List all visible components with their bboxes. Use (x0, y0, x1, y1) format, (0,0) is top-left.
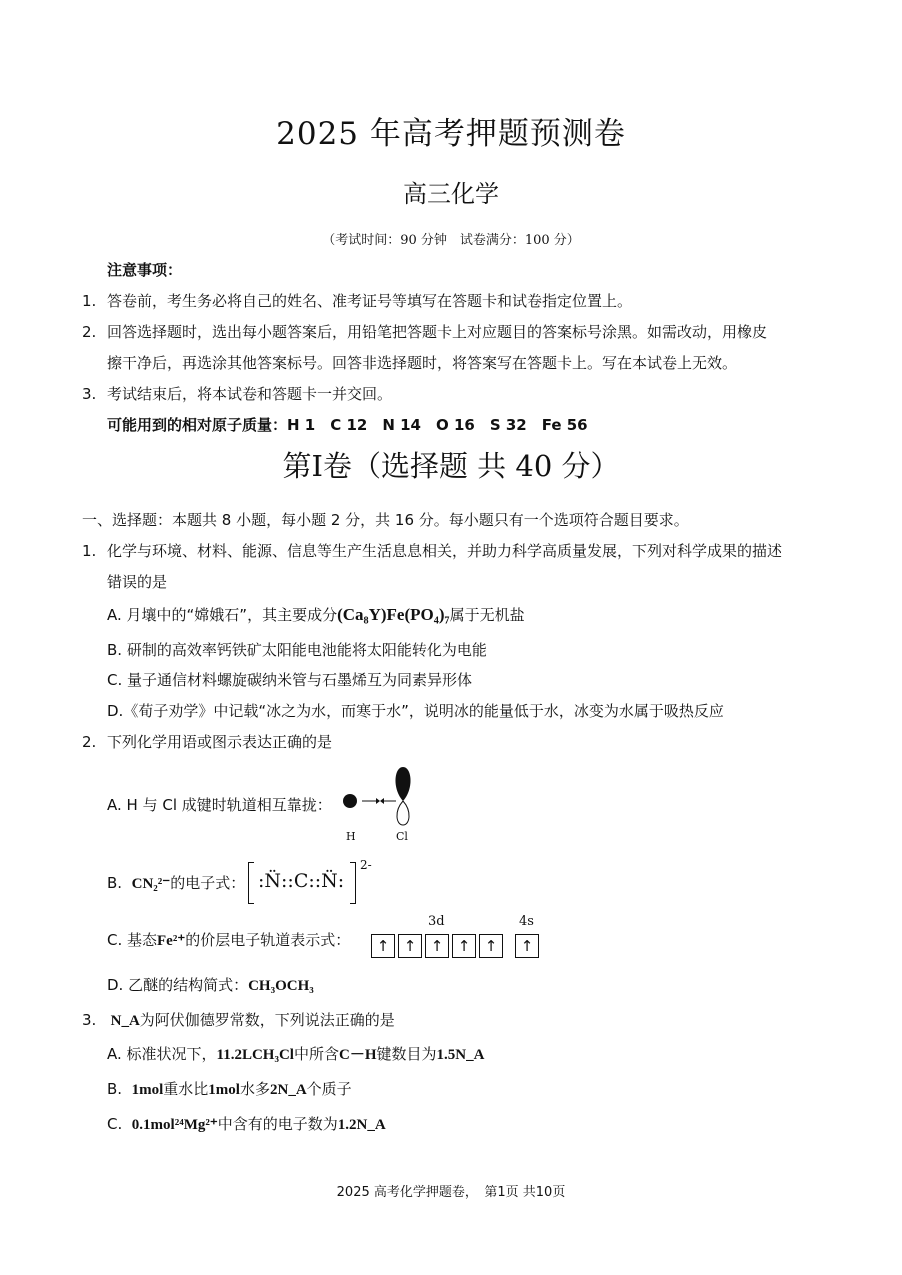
note-item-2: 回答选择题时，选出每小题答案后，用铅笔把答题卡上对应题目的答案标号涂黑。如需改动，用橡皮 (107, 323, 768, 341)
orbital-3d-boxes (371, 934, 503, 958)
q1-option-a: A. 月壤中的“嫦娥石”，其主要成分(Ca₈Y)Fe(PO₄)₇属于无机盐 (107, 605, 525, 624)
lewis-structure: :N̈::C::N̈: (258, 870, 345, 892)
orbital-box: ↑ (425, 934, 449, 958)
orbital-label-3d: 3d (428, 914, 445, 929)
notes-heading: 注意事项： (107, 261, 183, 279)
note-item-2-cont: 擦干净后，再选涂其他答案标号。回答非选择题时，将答案写在答题卡上。写在本试卷上无效。 (107, 354, 738, 372)
orbital-box: ↑ (398, 934, 422, 958)
q3-option-c: C. 0.1mol²⁴Mg²⁺中含有的电子数为1.2N_A (107, 1115, 386, 1133)
section-intro: 一、选择题：本题共 8 小题，每小题 2 分，共 16 分。每小题只有一个选项符合题目要求。 (82, 511, 689, 529)
note-item-2-num: 2. (82, 323, 97, 341)
bracket-right (350, 862, 356, 904)
q1-stem: 化学与环境、材料、能源、信息等生产生活息息相关，并助力科学高质量发展，下列对科学成果的描述 (107, 542, 783, 560)
q2-num: 2. (82, 733, 97, 751)
orbital-box: ↑ (371, 934, 395, 958)
q2-option-d: D. 乙醚的结构简式：CH₃OCH₃ (107, 976, 314, 994)
note-item-1: 答卷前，考生务必将自己的姓名、准考证号等填写在答题卡和试卷指定位置上。 (107, 292, 633, 310)
q2-option-a: A. H 与 Cl 成键时轨道相互靠拢： (107, 796, 332, 814)
orbital-box: ↑ (515, 934, 539, 958)
orbital-box: ↑ (479, 934, 503, 958)
q1-option-b: B. 研制的高效率钙铁矿太阳能电池能将太阳能转化为电能 (107, 641, 487, 659)
q1-option-c: C. 量子通信材料螺旋碳纳米管与石墨烯互为同素异形体 (107, 671, 473, 689)
section-title: 第Ⅰ卷（选择题 共 40 分） (282, 449, 620, 483)
page-footer: 2025 高考化学押题卷， 第1页 共10页 (336, 1185, 566, 1200)
note-item-3-num: 3. (82, 385, 97, 403)
q3-option-b: B. 1mol重水比1mol水多2N_A个质子 (107, 1080, 352, 1098)
orbital-label-4s: 4s (519, 914, 534, 929)
lewis-charge: 2- (360, 858, 372, 872)
q2-option-c: C. 基态Fe²⁺的价层电子轨道表示式： (107, 931, 351, 949)
q2-stem: 下列化学用语或图示表达正确的是 (107, 733, 333, 751)
q3-option-a: A. 标准状况下，11.2LCH₃Cl中所含C－H键数目为1.5N_A (107, 1045, 485, 1063)
orbital-overlap-icon (340, 765, 420, 827)
q2-option-b: B. CN₂²⁻的电子式： (107, 874, 246, 892)
q1-option-d: D.《荀子劝学》中记载“冰之为水，而寒于水”，说明冰的能量低于水，冰变为水属于吸热反应 (107, 702, 724, 720)
page-subtitle: 高三化学 (403, 180, 499, 208)
note-item-3: 考试结束后，将本试卷和答题卡一并交回。 (107, 385, 393, 403)
q3-num: 3. N_A为阿伏伽德罗常数，下列说法正确的是 (82, 1011, 395, 1029)
q1-num: 1. (82, 542, 97, 560)
q1-stem-cont: 错误的是 (107, 573, 168, 591)
orbital-label-cl: Cl (396, 830, 408, 843)
atomic-mass-line: 可能用到的相对原子质量：H 1 C 12 N 14 O 16 S 32 Fe 56 (107, 416, 588, 434)
page-title: 2025 年高考押题预测卷 (276, 116, 626, 152)
orbital-box: ↑ (452, 934, 476, 958)
note-item-1-num: 1. (82, 292, 97, 310)
orbital-4s-box (515, 934, 539, 958)
bracket-left (248, 862, 254, 904)
orbital-label-h: H (346, 830, 356, 843)
exam-info: （考试时间：90 分钟 试卷满分：100 分） (322, 233, 580, 248)
